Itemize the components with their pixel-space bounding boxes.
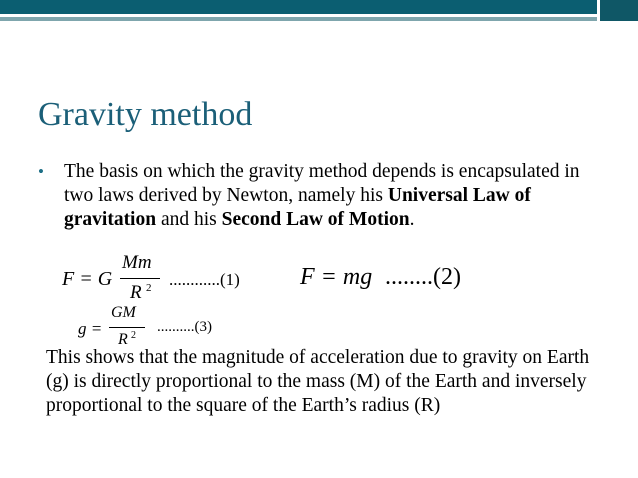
eq2-expression: F = mg (300, 264, 373, 290)
bullet-text-part: . (409, 209, 415, 230)
eq1-label: ............(1) (169, 270, 240, 289)
eq2-label: ........(2) (385, 264, 461, 290)
bullet-bold-second-law: Second Law of Motion (221, 209, 410, 230)
bullet-text-part: The basis on which the gravity method depends is encapsulated in two laws derived by Newton, namely his (64, 161, 580, 206)
header-band (0, 0, 597, 14)
header-band-light (0, 17, 597, 21)
eq3-lhs: g = (78, 319, 103, 338)
eq3-label: ..........(3) (157, 319, 212, 335)
eq3-fraction-bar (109, 327, 145, 328)
bullet-icon: • (38, 162, 44, 181)
conclusion-text: This shows that the magnitude of acceleration due to gravity on Earth (g) is directly proportional to the mass (M) of the Earth and inversely proportional to the square of the Earth’s radius (R) (46, 347, 590, 416)
eq1-numerator: Mm (122, 252, 152, 273)
bullet-bold-universal-law: Universal Law of gravitation (64, 185, 531, 230)
eq1-exponent: 2 (146, 282, 152, 294)
slide-title: Gravity method (38, 96, 253, 133)
bullet-text (64, 160, 596, 232)
eq3-exponent: 2 (131, 330, 136, 341)
eq1-denominator: R (130, 282, 142, 303)
eq1-lhs: F = G (62, 268, 113, 290)
eq1-fraction-bar (120, 278, 160, 279)
equation-2 (300, 264, 500, 292)
bullet-text-part: and his (156, 209, 222, 230)
eq3-numerator: GM (111, 304, 136, 321)
eq3-denominator: R (118, 331, 128, 348)
equation-1 (62, 252, 292, 312)
header-corner-block (600, 0, 638, 21)
